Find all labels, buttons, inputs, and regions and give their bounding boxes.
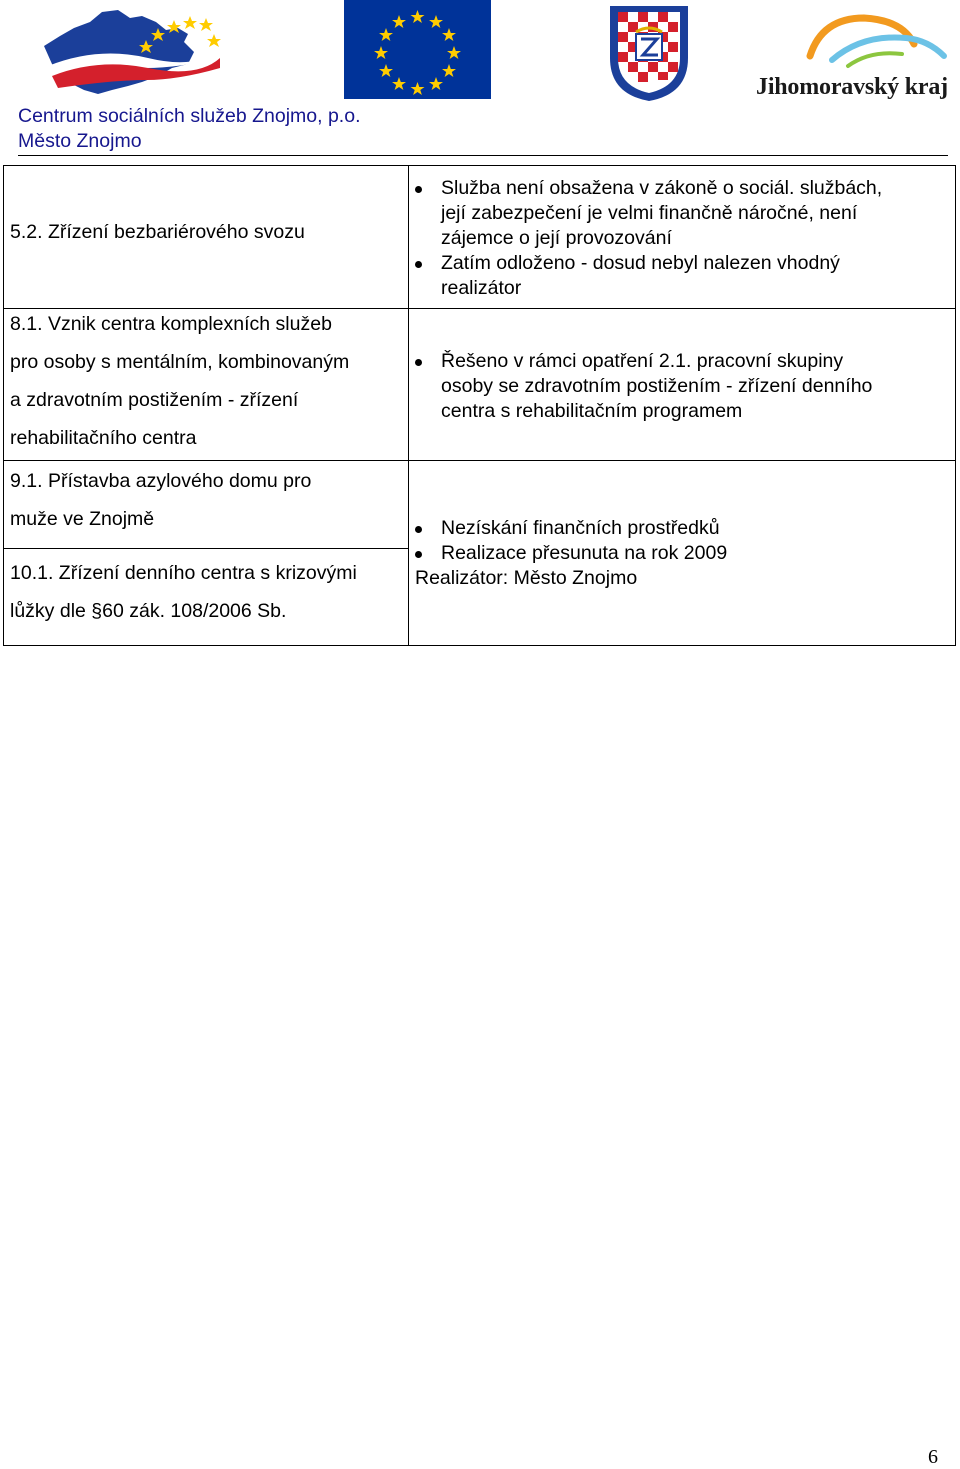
bullet-icon — [415, 526, 422, 533]
czech-map-logo — [38, 6, 224, 98]
table-border-left — [3, 165, 4, 646]
row-divider-3 — [3, 548, 408, 549]
jmk-swoosh-icon — [752, 4, 952, 74]
list-item: Zatím odloženo - dosud nebyl nalezen vhodný realizátor — [405, 251, 882, 301]
jihomoravsky-kraj-logo — [752, 4, 952, 104]
list-item: Služba není obsažena v zákoně o sociál. službách, její zabezpečení je velmi finančně náročné, není zájemce o její provozování — [405, 176, 882, 251]
eu-flag-logo — [344, 0, 491, 99]
table-border-top — [3, 165, 956, 166]
page-number: 6 — [928, 1446, 938, 1468]
row-divider-2 — [3, 460, 956, 461]
bullet-icon — [415, 261, 422, 268]
bullet-icon — [415, 551, 422, 558]
table-border-right — [955, 165, 956, 646]
bullet-icon — [415, 186, 422, 193]
page-header — [18, 104, 361, 154]
znojmo-coat-of-arms-logo — [606, 2, 692, 103]
header-logos — [0, 0, 960, 110]
organization-name: Centrum sociálních služeb Znojmo, p.o. — [18, 105, 361, 127]
table-row-status — [405, 349, 872, 424]
jmk-logo-text: Jihomoravský kraj — [756, 74, 948, 100]
header-divider — [18, 155, 948, 156]
city-name: Město Znojmo — [18, 130, 142, 152]
table-border-bottom — [3, 645, 956, 646]
bullet-icon — [415, 359, 422, 366]
table-row-status — [405, 176, 882, 301]
realizer-note: Realizátor: Město Znojmo — [415, 567, 638, 589]
table-row-status — [405, 516, 727, 591]
list-item: Realizace přesunuta na rok 2009 — [405, 541, 727, 566]
table-row-measure: 8.1. Vznik centra komplexních služeb pro osoby s mentálním, kombinovaným a zdravotním postižením - zřízení rehabilitačního centra — [10, 313, 350, 449]
table-row-measure: 10.1. Zřízení denního centra s krizovými lůžky dle §60 zák. 108/2006 Sb. — [10, 562, 357, 622]
list-item: Řešeno v rámci opatření 2.1. pracovní skupiny osoby se zdravotním postižením - zřízení denního centra s rehabilitačním programem — [405, 349, 872, 424]
list-item: Nezískání finančních prostředků — [405, 516, 727, 541]
table-row-measure: 5.2. Zřízení bezbariérového svozu — [10, 221, 305, 243]
measures-table — [3, 165, 956, 646]
table-row-measure: 9.1. Přístavba azylového domu pro muže ve Znojmě — [10, 470, 312, 530]
